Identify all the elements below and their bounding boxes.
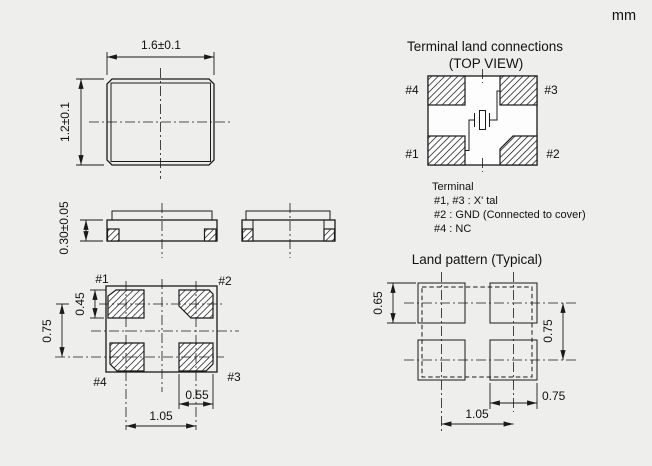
unit-label: mm xyxy=(611,8,637,24)
body-thickness-value: 0.30±0.05 xyxy=(57,201,71,255)
terminal-note-nc: #4 : NC xyxy=(434,223,472,235)
land-row-pitch-value: 0.75 xyxy=(541,319,555,343)
view-title: Land pattern (Typical) xyxy=(411,252,543,267)
terminal-note-xtal: #1, #3 : X' tal xyxy=(434,195,498,207)
terminal-pad-right xyxy=(324,229,335,241)
terminal-notes-heading: Terminal xyxy=(432,181,474,193)
row-pitch-value: 0.75 xyxy=(40,319,54,343)
pad-3-label: #3 xyxy=(227,370,241,384)
terminal-pad-left xyxy=(243,229,254,241)
pad-2-label: #2 xyxy=(546,147,560,161)
pad-4-label: #4 xyxy=(93,375,107,389)
view-subtitle: (TOP VIEW) xyxy=(448,56,524,71)
pad-3 xyxy=(500,76,537,105)
body-width-value: 1.6±0.1 xyxy=(141,38,181,52)
pad-1 xyxy=(428,136,465,165)
body-height-value: 1.2±0.1 xyxy=(58,102,72,142)
pad-height-value: 0.45 xyxy=(73,292,87,316)
pad-width-value: 0.55 xyxy=(185,388,209,402)
col-pitch-value: 1.05 xyxy=(149,409,173,423)
terminal-note-gnd: #2 : GND (Connected to cover) xyxy=(434,209,586,221)
view-title: Terminal land connections xyxy=(406,39,564,54)
pad-2-label: #2 xyxy=(218,274,232,288)
terminal-pad-left xyxy=(108,229,120,241)
pad-1-label: #1 xyxy=(95,272,109,286)
land-width-value: 0.75 xyxy=(542,389,566,403)
pad-1-label: #1 xyxy=(405,147,419,161)
land-col-pitch-value: 1.05 xyxy=(465,407,489,421)
pad-4-label: #4 xyxy=(405,83,419,97)
land-height-value: 0.65 xyxy=(371,291,385,315)
terminal-pad-right xyxy=(205,229,217,241)
pad-3-label: #3 xyxy=(544,83,558,97)
pad-4 xyxy=(428,76,465,105)
